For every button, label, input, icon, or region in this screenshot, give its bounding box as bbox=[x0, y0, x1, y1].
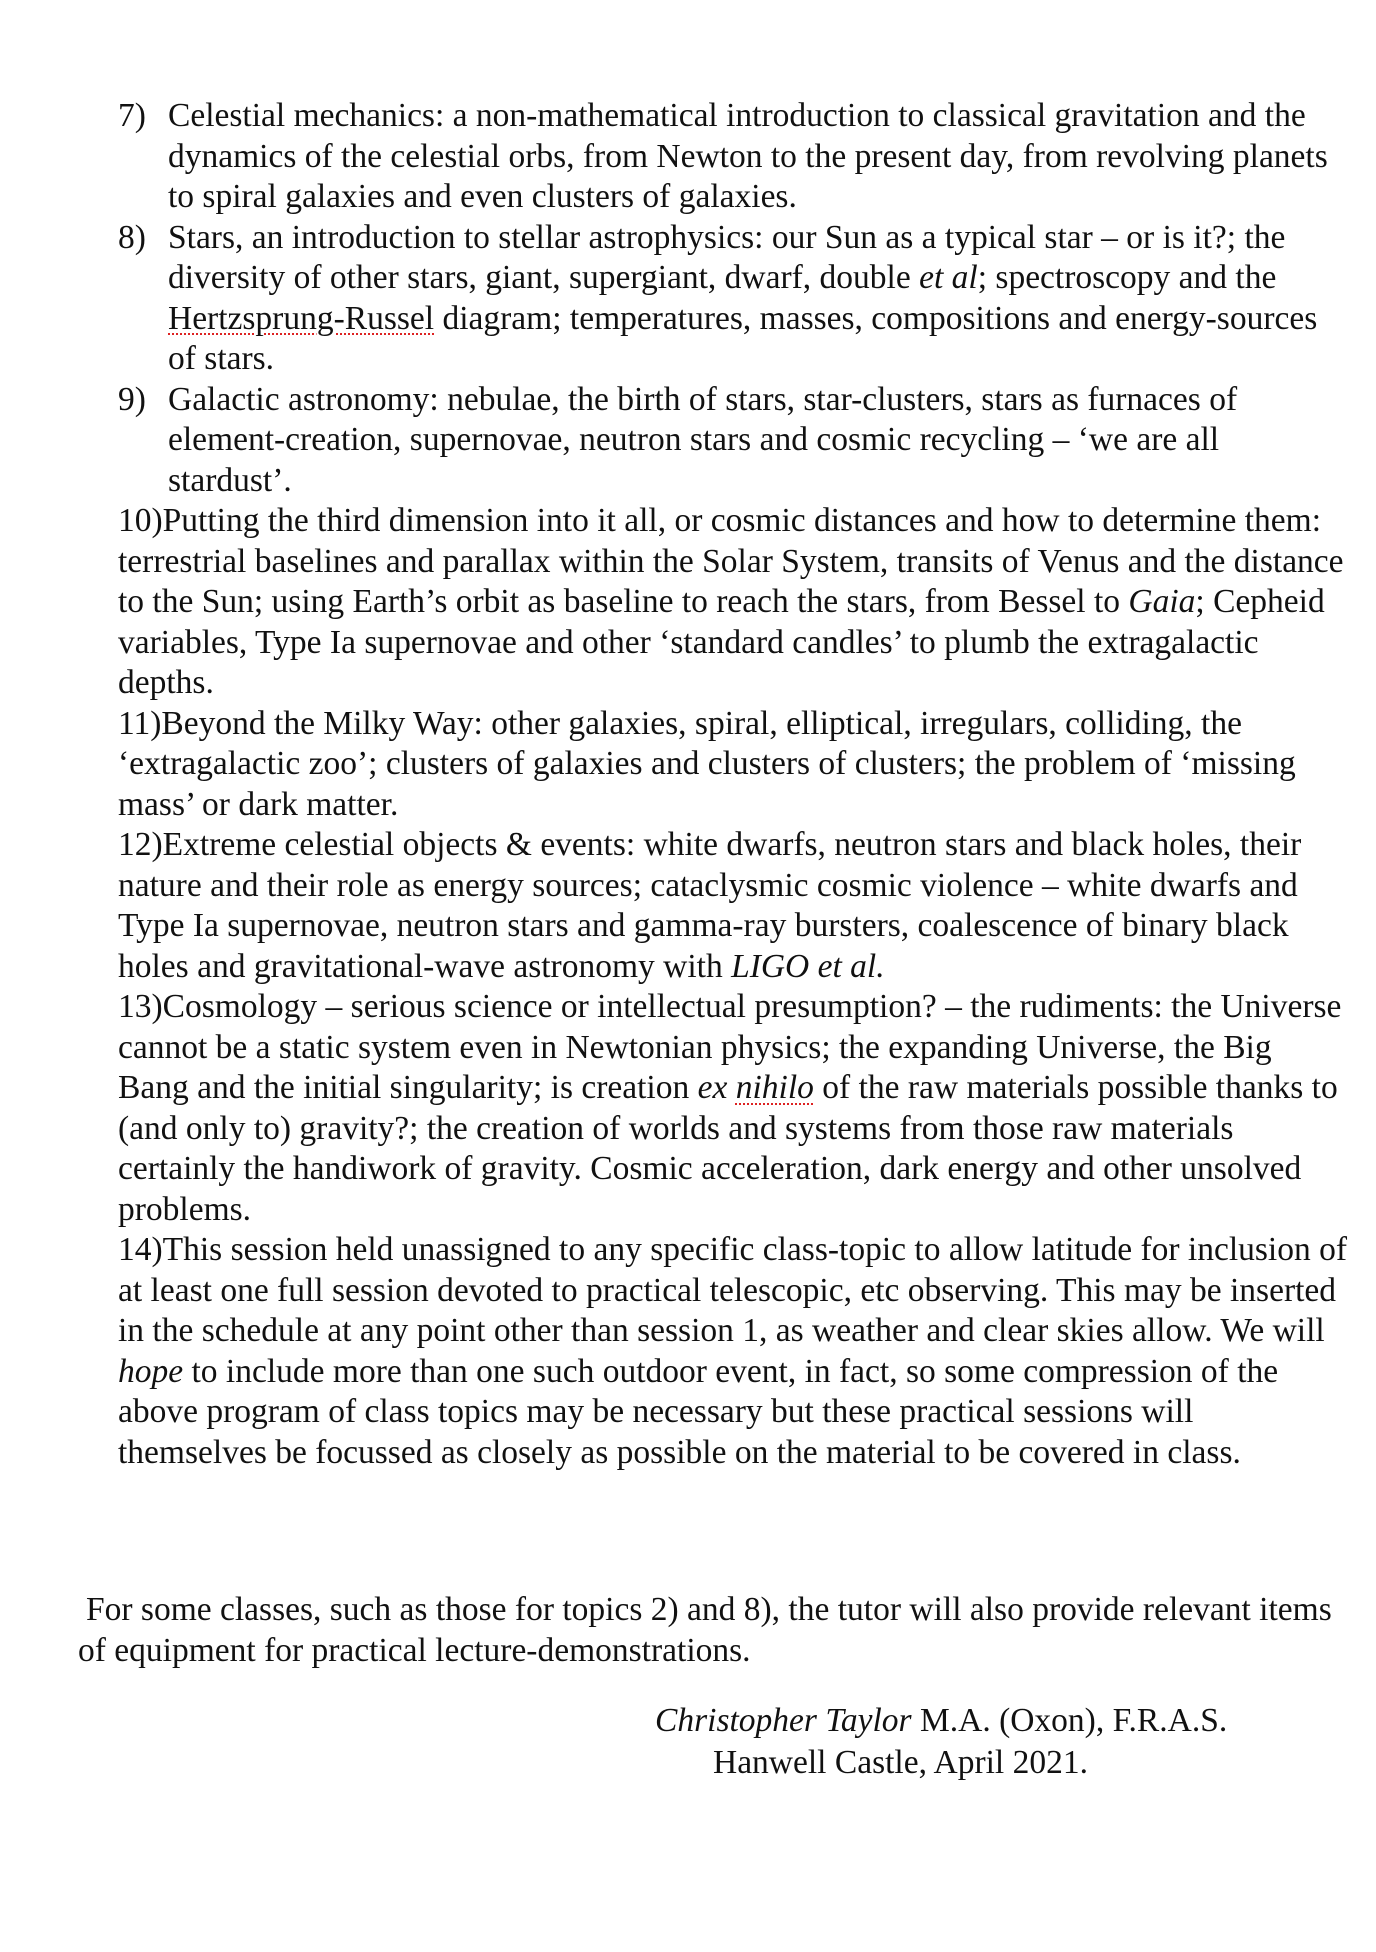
topic-text-segment: This session held unassigned to any specific class-topic to allow latitude for inclusion of at least one full session devoted to practical telescopic, etc observing. This may be inserted in the schedule at any point other than session 1, as weather and clear skies allow. We will bbox=[118, 1231, 1348, 1349]
topic-number: 10) bbox=[118, 502, 163, 539]
topic-text-segment: ; Cepheid variables, Type Ia supernovae and other ‘standard candles’ to plumb the extragalactic depths. bbox=[118, 583, 1325, 701]
topic-text-segment: Celestial mechanics: a non-mathematical introduction to classical gravitation and the dynamics of the celestial orbs, from Newton to the present day, from revolving planets to spiral galaxies and even clusters of galaxies. bbox=[168, 97, 1328, 215]
topic-number: 8) bbox=[118, 218, 155, 256]
place-date: Hanwell Castle, April 2021. bbox=[713, 1744, 1088, 1781]
topic-list bbox=[118, 96, 1348, 1473]
topic-text-segment: Beyond the Milky Way: other galaxies, spiral, elliptical, irregulars, colliding, the ‘extragalactic zoo’; clusters of galaxies and clusters of clusters; the problem of ‘missing mass’ or dark matter. bbox=[118, 704, 1296, 823]
topic-item bbox=[118, 501, 1348, 704]
topic-number: 11) bbox=[118, 704, 162, 742]
topic-text-segment: LIGO et al. bbox=[731, 947, 885, 985]
topic-text-segment: ex bbox=[697, 1069, 736, 1106]
topic-item bbox=[118, 218, 1348, 380]
topic-text-segment: hope bbox=[118, 1352, 184, 1390]
topic-number: 7) bbox=[118, 97, 155, 134]
topic-item bbox=[118, 380, 1348, 502]
topic-text-segment: nihilo bbox=[735, 1069, 814, 1106]
topic-text-segment: Putting the third dimension into it all, or cosmic distances and how to determine them: terrestrial baselines and parallax within the Solar System, transits of Venus and the distance to the Sun; using Earth’s orbit as baseline to reach the stars, from Bessel to bbox=[118, 502, 1344, 620]
topic-item bbox=[118, 825, 1348, 987]
topic-item bbox=[118, 96, 1348, 218]
topic-text-segment: diagram; temperatures, masses, compositions and energy-sources of stars. bbox=[168, 299, 1318, 377]
author-credentials: M.A. (Oxon), F.R.A.S. bbox=[911, 1702, 1228, 1739]
signature-block bbox=[655, 1700, 1295, 1784]
topic-number: 9) bbox=[118, 380, 155, 418]
topic-text-segment: et al bbox=[919, 259, 978, 296]
topic-text-segment: Extreme celestial objects & events: white dwarfs, neutron stars and black holes, their nature and their role as energy sources; cataclysmic cosmic violence – white dwarfs and Type Ia supernovae, neutron stars and gamma-ray bursters, coalescence of binary black holes and gravitational-wave astronomy with bbox=[118, 826, 1302, 985]
topic-text-segment: ; spectroscopy and the bbox=[977, 259, 1277, 296]
closing-paragraph: For some classes, such as those for topics 2) and 8), the tutor will also provide relevant items of equipment for practical lecture-demonstrations. bbox=[78, 1591, 1332, 1669]
topic-number: 14) bbox=[118, 1231, 163, 1268]
topic-text-segment: Hertzsprung-Russel bbox=[168, 299, 435, 337]
signature-line bbox=[655, 1700, 1295, 1742]
topic-text-segment: Gaia bbox=[1128, 583, 1196, 620]
author-name: Christopher Taylor bbox=[655, 1702, 912, 1739]
topic-text-segment: of the raw materials possible thanks to (and only to) gravity?; the creation of worlds and systems from those raw materials certainly the handiwork of gravity. Cosmic acceleration, dark energy and other unsolved problems. bbox=[118, 1069, 1338, 1228]
topic-number: 13) bbox=[118, 988, 163, 1025]
topic-text-segment: Stars, an introduction to stellar astrophysics: our Sun as a typical star – or is it?; the diversity of other stars, giant, supergiant, dwarf, double bbox=[168, 218, 1286, 296]
topic-number: 12) bbox=[118, 826, 163, 863]
topic-item bbox=[118, 704, 1348, 826]
topic-item bbox=[118, 1230, 1348, 1473]
topic-text-segment: to include more than one such outdoor event, in fact, so some compression of the above program of class topics may be necessary but these practical sessions will themselves be focussed as closely as possible on the material to be covered in class. bbox=[118, 1352, 1279, 1471]
topic-item bbox=[118, 987, 1348, 1230]
topic-text-segment: Cosmology – serious science or intellectual presumption? – the rudiments: the Universe cannot be a static system even in Newtonian physics; the expanding Universe, the Big Bang and the initial singularity; is creation bbox=[118, 988, 1342, 1106]
topic-text-segment: Galactic astronomy: nebulae, the birth of stars, star-clusters, stars as furnaces of element-creation, supernovae, neutron stars and cosmic recycling – ‘we are all stardust’. bbox=[168, 380, 1238, 499]
